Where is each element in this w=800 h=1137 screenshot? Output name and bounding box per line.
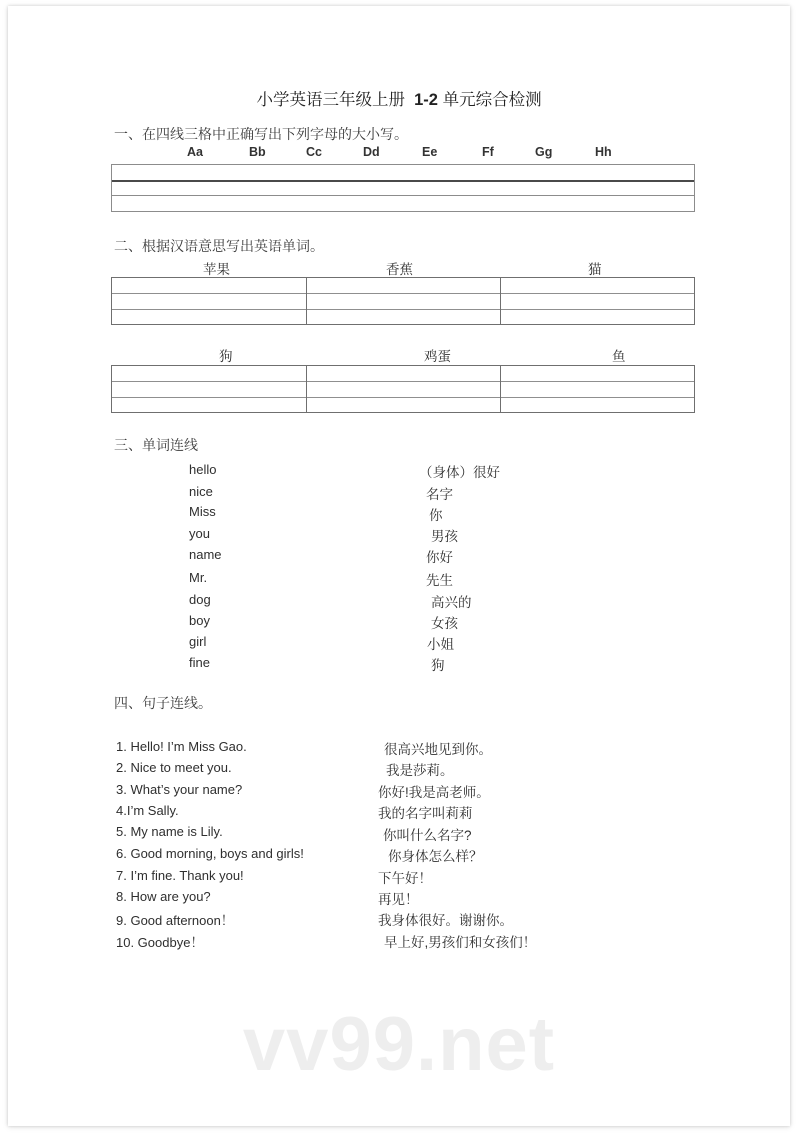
grid-line	[112, 195, 694, 196]
word-hello[interactable]: hello	[189, 462, 217, 477]
word-table-2-headers	[111, 345, 695, 365]
table-row[interactable]	[112, 398, 694, 414]
sentence-en-6[interactable]: 6. Good morning, boys and girls!	[116, 846, 304, 861]
section-1-heading: 一、在四线三格中正确写出下列字母的大小写。	[114, 126, 408, 142]
sentence-cn-goodbye[interactable]: 再见！	[378, 892, 419, 907]
meaning-hello[interactable]: 你好	[426, 550, 453, 565]
table-row[interactable]	[112, 382, 694, 398]
sentence-en-3[interactable]: 3. What’s your name?	[116, 782, 243, 797]
sentence-cn-name-lily[interactable]: 我的名字叫莉莉	[378, 806, 473, 821]
word-mr[interactable]: Mr.	[189, 570, 208, 585]
word-header-cat: 猫	[588, 262, 602, 277]
word-header-egg: 鸡蛋	[424, 349, 451, 364]
letter-bb: Bb	[249, 145, 266, 159]
word-table-1-headers	[111, 258, 695, 278]
sentence-cn-good-aft[interactable]: 下午好！	[378, 871, 432, 886]
letter-aa: Aa	[187, 145, 203, 159]
letter-row	[111, 145, 695, 163]
table-divider	[500, 278, 501, 324]
letter-gg: Gg	[535, 145, 553, 159]
word-nice[interactable]: nice	[189, 484, 213, 499]
section-4-heading: 四、句子连线。	[114, 695, 212, 711]
sentence-en-5[interactable]: 5. My name is Lily.	[116, 824, 223, 839]
word-fine[interactable]: fine	[189, 655, 210, 670]
section-3-heading: 三、单词连线	[114, 437, 198, 453]
word-miss[interactable]: Miss	[189, 504, 216, 519]
word-you[interactable]: you	[189, 526, 210, 541]
sentence-cn-nice-to-meet[interactable]: 很高兴地见到你。	[384, 742, 492, 757]
word-header-apple: 苹果	[203, 262, 230, 277]
table-row[interactable]	[112, 366, 694, 382]
word-header-dog: 狗	[219, 349, 233, 364]
sentence-en-9[interactable]: 9. Good afternoon！	[116, 913, 234, 928]
meaning-name[interactable]: 名字	[426, 487, 453, 502]
sentence-en-1[interactable]: 1. Hello! I’m Miss Gao.	[116, 739, 247, 754]
sentence-en-7[interactable]: 7. I’m fine. Thank you!	[116, 868, 244, 883]
title-prefix: 小学英语三年级上册	[256, 91, 405, 109]
table-row[interactable]	[112, 310, 694, 326]
letter-cc: Cc	[306, 145, 322, 159]
worksheet-page	[8, 6, 790, 1126]
watermark: vv99.net	[242, 1002, 556, 1087]
grid-line-strong	[112, 180, 694, 182]
section-2-heading: 二、根据汉语意思写出英语单词。	[114, 238, 324, 254]
sentence-en-8[interactable]: 8. How are you?	[116, 889, 211, 904]
meaning-happy[interactable]: 高兴的	[431, 595, 472, 610]
meaning-girl[interactable]: 女孩	[431, 616, 458, 631]
letter-ee: Ee	[422, 145, 438, 159]
table-divider	[500, 366, 501, 412]
table-row[interactable]	[112, 294, 694, 310]
sentence-cn-im-sally[interactable]: 我是莎莉。	[386, 763, 454, 778]
meaning-you[interactable]: 你	[429, 508, 443, 523]
sentence-en-10[interactable]: 10. Goodbye！	[116, 935, 204, 950]
sentence-cn-hello-gao[interactable]: 你好!我是高老师。	[378, 785, 490, 800]
word-dog[interactable]: dog	[189, 592, 211, 607]
table-divider	[306, 366, 307, 412]
meaning-miss[interactable]: 小姐	[427, 637, 454, 652]
title-unit: 1-2	[414, 91, 438, 109]
meaning-mr[interactable]: 先生	[426, 573, 453, 588]
letter-dd: Dd	[363, 145, 380, 159]
meaning-boy[interactable]: 男孩	[431, 529, 458, 544]
sentence-cn-how-are-you[interactable]: 你身体怎么样？	[388, 849, 483, 864]
sentence-cn-whats-name[interactable]: 你叫什么名字?	[383, 828, 472, 843]
word-header-fish: 鱼	[612, 349, 626, 364]
letter-ff: Ff	[482, 145, 494, 159]
meaning-dog[interactable]: 狗	[431, 658, 445, 673]
sentence-cn-good-morning[interactable]: 早上好,男孩们和女孩们！	[384, 935, 537, 950]
word-name[interactable]: name	[189, 547, 222, 562]
word-header-banana: 香蕉	[386, 262, 413, 277]
word-boy[interactable]: boy	[189, 613, 210, 628]
four-line-writing-grid[interactable]	[111, 164, 695, 212]
page-title	[8, 86, 790, 110]
meaning-fine-health[interactable]: （身体）很好	[419, 465, 500, 480]
sentence-cn-im-fine[interactable]: 我身体很好。谢谢你。	[378, 913, 513, 928]
table-row[interactable]	[112, 278, 694, 294]
letter-hh: Hh	[595, 145, 612, 159]
title-suffix: 单元综合检测	[442, 91, 542, 109]
word-table-1[interactable]	[111, 277, 695, 325]
word-girl[interactable]: girl	[189, 634, 207, 649]
table-divider	[306, 278, 307, 324]
word-table-2[interactable]	[111, 365, 695, 413]
sentence-en-4[interactable]: 4.I’m Sally.	[116, 803, 179, 818]
sentence-en-2[interactable]: 2. Nice to meet you.	[116, 760, 232, 775]
